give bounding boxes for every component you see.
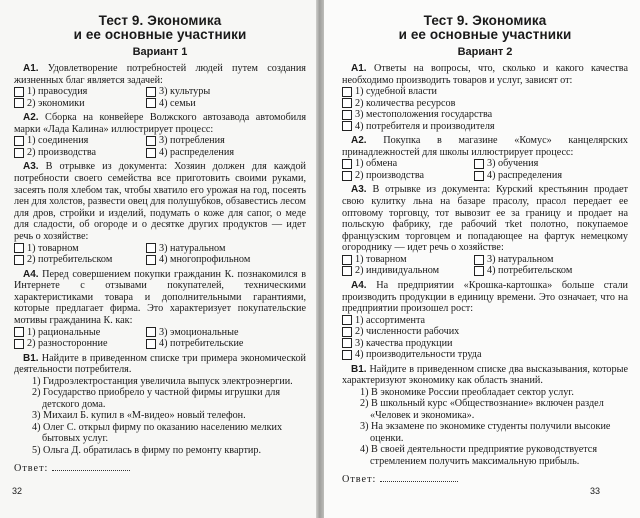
question-a4: А4. Перед совершением покупки гражданин К. познакомился в Интернете с отзывами покупателей, техническими характеристиками товара и дополнительными гарантиями, которые предлагает фирма. Это характеризует покупательские мотивы гражданина К. как:	[14, 268, 306, 326]
checkbox[interactable]	[342, 159, 352, 169]
option[interactable]: 4) семьи	[146, 98, 306, 110]
option[interactable]: 2) экономики	[14, 98, 146, 110]
checkbox[interactable]	[342, 121, 352, 131]
option[interactable]: 1) обмена	[342, 158, 474, 170]
list-item: 1) Гидроэлектростанция увеличила выпуск электроэнергии.	[32, 375, 293, 387]
question-a4: А4. На предприятии «Крошка-картошка» больше стали производить продукции в единицу времени. Это означает, что на предприятии произошел рост:	[342, 279, 629, 315]
list-item: 4) Олег С. открыл фирму по оказанию населению мелких бытовых услуг.	[32, 421, 283, 445]
question-a2: А2. Покупка в магазине «Комус» канцелярских принадлежностей для школы иллюстрирует процесс:	[342, 135, 628, 158]
checkbox[interactable]	[146, 87, 156, 97]
list-item: 3) Михаил Б. купил в «М-видео» новый телефон.	[32, 410, 246, 422]
question-a1: А1. Ответы на вопросы, что, сколько и какого качества необходимо производить товаров и услуг, зависят от:	[342, 63, 628, 86]
checkbox[interactable]	[14, 255, 24, 265]
option[interactable]: 1) ассортимента	[342, 315, 628, 327]
question-a1: А1. Удовлетворение потребностей людей путем создания жизненных благ является задачей:	[14, 63, 306, 86]
checkbox[interactable]	[14, 98, 24, 108]
option[interactable]: 3) качества продукции	[342, 338, 628, 350]
option[interactable]: 2) производства	[342, 170, 474, 182]
option[interactable]: 1) товарном	[342, 254, 474, 266]
checkbox[interactable]	[342, 255, 352, 265]
options-a2	[14, 135, 306, 158]
checkbox[interactable]	[342, 266, 352, 276]
option[interactable]: 4) производительности труда	[342, 349, 628, 361]
option[interactable]: 3) натуральном	[146, 243, 306, 255]
list-item: 1) В экономике России преобладает сектор услуг.	[360, 386, 574, 398]
answer-field[interactable]: Ответ:	[14, 462, 306, 474]
question-a3: А3. В отрывке из документа: Курский крестьянин продает свою кулитку льна на базаре прасолу, прасол передает ее оптовому торговцу, тот вывозит ее за границу и продает на польскую фабрику, где рабочий тket полотно, покупаемое французским торговцем и попадающее на фартук немецкому огороднику — идет речь о хозяйстве:	[342, 184, 629, 254]
page-number: 32	[12, 486, 23, 496]
right-page	[324, 0, 640, 518]
list-item: 3) На экзамене по экономике студенты получили высокие оценки.	[360, 421, 611, 444]
options-a4	[14, 327, 306, 350]
option[interactable]: 4) потребительские	[146, 338, 306, 350]
checkbox[interactable]	[14, 136, 24, 146]
option[interactable]: 2) количества ресурсов	[342, 98, 628, 110]
b1-list	[32, 376, 306, 457]
question-b1: В1. Найдите в приведенном списке два высказывания, которые характеризуют экономику как область знаний.	[342, 363, 628, 387]
option[interactable]: 3) натуральном	[474, 254, 628, 266]
option[interactable]: 2) численности рабочих	[342, 326, 628, 338]
option[interactable]: 3) местоположения государства	[342, 109, 628, 121]
checkbox[interactable]	[146, 255, 156, 265]
checkbox[interactable]	[14, 148, 24, 158]
variant-heading: Вариант 2	[457, 46, 513, 58]
option[interactable]: 3) культуры	[146, 86, 306, 98]
checkbox[interactable]	[342, 98, 352, 108]
option[interactable]: 3) эмоциональные	[146, 327, 306, 339]
checkbox[interactable]	[342, 171, 352, 181]
checkbox[interactable]	[146, 339, 156, 349]
checkbox[interactable]	[146, 148, 156, 158]
options-a1	[342, 86, 628, 132]
options-a2	[342, 158, 628, 181]
list-item: 2) Государство приобрело у частной фирмы игрушки для детского дома.	[32, 387, 281, 410]
checkbox[interactable]	[474, 255, 484, 265]
option[interactable]: 4) распределения	[474, 170, 628, 182]
answer-line[interactable]	[380, 473, 458, 482]
checkbox[interactable]	[342, 327, 352, 337]
checkbox[interactable]	[146, 243, 156, 253]
page-subtitle: и ее основные участники	[398, 27, 572, 42]
left-page	[0, 0, 316, 518]
option[interactable]: 2) индивидуальном	[342, 265, 474, 277]
option[interactable]: 4) потребителя и производителя	[342, 121, 628, 133]
option[interactable]: 2) производства	[14, 147, 146, 159]
page-title: Тест 9. Экономика	[98, 13, 222, 28]
option[interactable]: 1) товарном	[14, 243, 146, 255]
checkbox[interactable]	[146, 136, 156, 146]
page-subtitle: и ее основные участники	[73, 27, 247, 42]
question-b1: В1. Найдите в приведенном списке три примера экономической деятельности потребителя.	[14, 352, 306, 376]
options-a4	[342, 315, 628, 361]
checkbox[interactable]	[474, 266, 484, 276]
checkbox[interactable]	[14, 87, 24, 97]
options-a3	[342, 254, 628, 277]
checkbox[interactable]	[342, 110, 352, 120]
option[interactable]: 2) разносторонние	[14, 338, 146, 350]
checkbox[interactable]	[342, 350, 352, 360]
variant-heading: Вариант 1	[132, 46, 188, 58]
answer-line[interactable]	[52, 462, 130, 471]
list-item: 2) В школьный курс «Обществознание» включен раздел «Человек и экономика».	[360, 398, 604, 421]
list-item: 4) В своей деятельности предприятие руководствуется стремлением получить максимальную прибыль.	[360, 444, 598, 467]
checkbox[interactable]	[474, 171, 484, 181]
option[interactable]: 4) потребительском	[474, 265, 628, 277]
page-title: Тест 9. Экономика	[423, 13, 547, 28]
b1-list	[360, 387, 628, 468]
option[interactable]: 3) потребления	[146, 135, 306, 147]
question-a3: А3. В отрывке из документа: Хозяин должен для каждой потребности своего семейства все приготовить своими руками, засеять поля хлебом так, чтобы хватило его урожая на год, посеять лен для холстов, развести овец для полушубков, обзавестись лесом для дров, стройки и изделий, подумать о коже для сапог, о меде для сладости, об огороде и о десятке других продуктов — идет речь о хозяйстве:	[14, 161, 306, 242]
options-a3	[14, 243, 306, 266]
answer-field[interactable]: Ответ:	[342, 473, 628, 485]
option[interactable]: 2) потребительском	[14, 254, 146, 266]
option[interactable]: 4) многопрофильном	[146, 254, 306, 266]
checkbox[interactable]	[342, 315, 352, 325]
option[interactable]: 1) судебной власти	[342, 86, 628, 98]
checkbox[interactable]	[14, 327, 24, 337]
page-number: 33	[589, 486, 600, 496]
checkbox[interactable]	[342, 87, 352, 97]
question-a2: А2. Сборка на конвейере Волжского автозавода автомобиля марки «Лада Калина» иллюстрирует процесс:	[14, 112, 307, 135]
list-item: 5) Ольга Д. обратилась в фирму по ремонту квартир.	[32, 444, 262, 456]
option[interactable]: 1) правосудия	[14, 86, 146, 98]
book-gutter	[316, 0, 324, 518]
option[interactable]: 1) соединения	[14, 135, 146, 147]
checkbox[interactable]	[474, 159, 484, 169]
checkbox[interactable]	[146, 327, 156, 337]
option[interactable]: 3) обучения	[474, 158, 628, 170]
checkbox[interactable]	[14, 243, 24, 253]
option[interactable]: 4) распределения	[146, 147, 306, 159]
checkbox[interactable]	[342, 338, 352, 348]
options-a1	[14, 86, 306, 109]
option[interactable]: 1) рациональные	[14, 327, 146, 339]
checkbox[interactable]	[146, 98, 156, 108]
checkbox[interactable]	[14, 339, 24, 349]
